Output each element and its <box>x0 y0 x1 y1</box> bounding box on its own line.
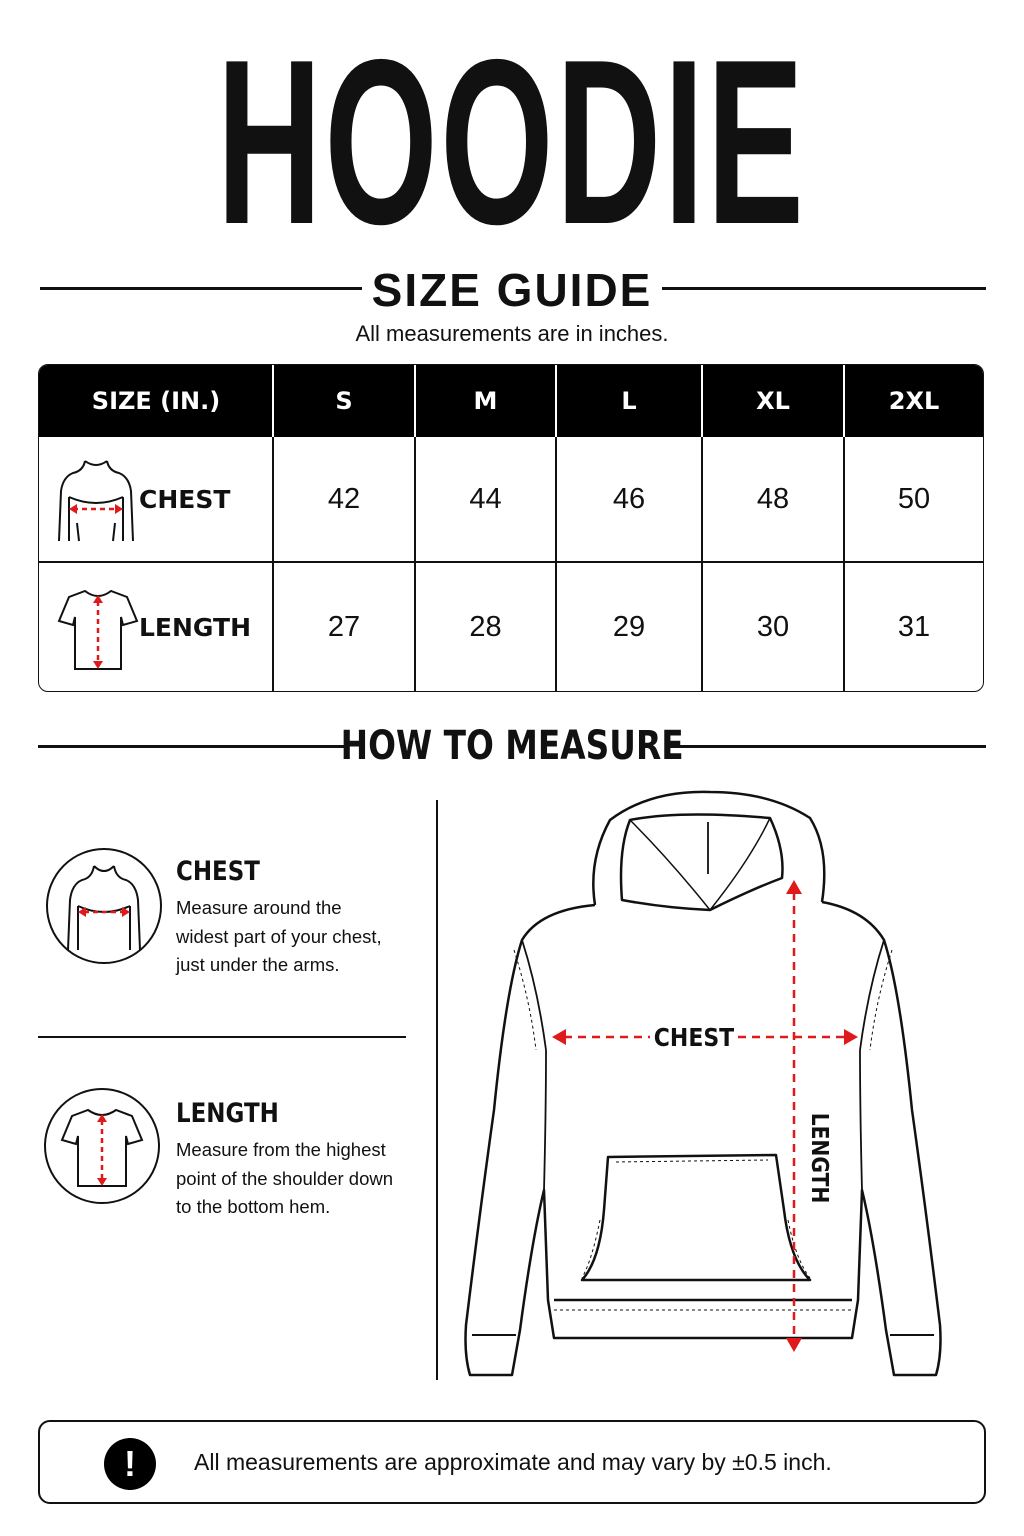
cell-length-s: 27 <box>327 610 361 643</box>
chest-circle-icon <box>46 848 162 964</box>
cell-chest-l: 46 <box>612 482 646 515</box>
length-circle-icon <box>44 1088 160 1204</box>
row-label-chest: CHEST <box>139 484 231 514</box>
disclaimer-box <box>38 1420 986 1504</box>
cell-chest-xl: 48 <box>756 482 790 515</box>
column-divider <box>436 800 438 1380</box>
header-cell-l: L <box>621 387 637 415</box>
table-header <box>39 365 983 437</box>
cell-chest-2xl: 50 <box>897 482 931 515</box>
size-table <box>38 364 984 692</box>
length-title: LENGTH <box>176 1098 279 1129</box>
chest-title: CHEST <box>176 856 260 887</box>
cell-chest-m: 44 <box>469 482 502 515</box>
cell-length-2xl: 31 <box>897 610 931 643</box>
header-cell-size: SIZE (IN.) <box>91 387 221 415</box>
chest-icon <box>48 850 160 962</box>
tshirt-length-icon <box>57 587 139 675</box>
exclamation-icon: ! <box>104 1438 156 1490</box>
diagram-length-label: LENGTH <box>805 1112 833 1204</box>
section-title: HOW TO MEASURE <box>340 723 684 769</box>
tshirt-length-icon <box>46 1090 158 1202</box>
divider <box>38 1036 406 1038</box>
disclaimer-text: All measurements are approximate and may vary by ±0.5 inch. <box>194 1449 832 1475</box>
header-cell-m: M <box>473 387 498 415</box>
page-title: HOODIE <box>217 10 807 273</box>
header-cell-xl: XL <box>756 387 790 415</box>
cell-length-m: 28 <box>469 610 502 643</box>
subtitle: SIZE GUIDE <box>371 264 653 316</box>
header-cell-s: S <box>335 387 353 415</box>
chest-icon <box>55 453 137 545</box>
hoodie-diagram-icon <box>450 790 970 1390</box>
row-label-length: LENGTH <box>139 612 251 642</box>
header-cell-2xl: 2XL <box>888 387 940 415</box>
chest-description: Measure around the widest part of your chest, just under the arms. <box>176 897 382 975</box>
cell-length-l: 29 <box>612 610 646 643</box>
cell-chest-s: 42 <box>327 482 361 515</box>
units-note: All measurements are in inches. <box>355 321 669 346</box>
length-description: Measure from the highest point of the shoulder down to the bottom hem. <box>176 1139 394 1217</box>
diagram-chest-label: CHEST <box>653 1022 735 1053</box>
cell-length-xl: 30 <box>756 610 790 643</box>
